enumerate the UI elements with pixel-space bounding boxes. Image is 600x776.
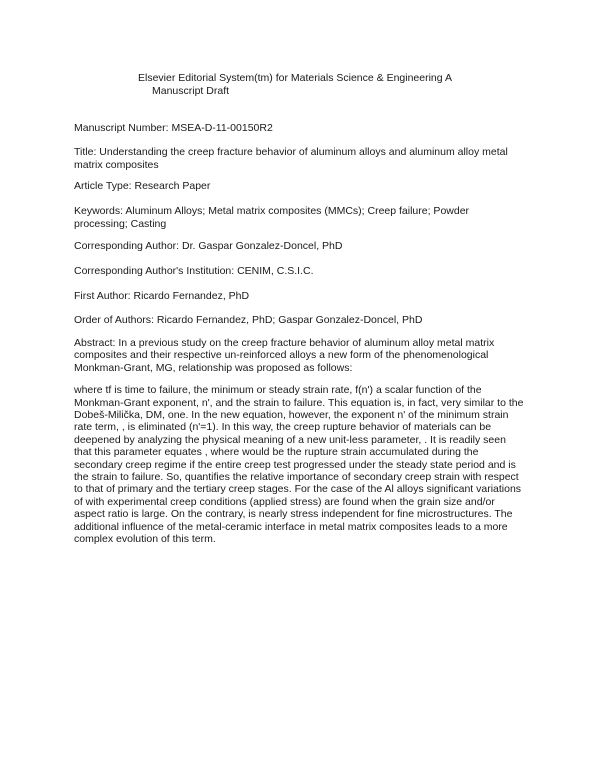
draft-label: Manuscript Draft bbox=[152, 85, 230, 97]
corresponding-author: Corresponding Author: Dr. Gaspar Gonzalez-Doncel, PhD bbox=[74, 240, 343, 252]
journal-system-line: Elsevier Editorial System(tm) for Materials Science & Engineering A bbox=[138, 72, 452, 84]
document-header bbox=[138, 72, 452, 98]
corresponding-institution: Corresponding Author's Institution: CENIM, C.S.I.C. bbox=[74, 265, 314, 277]
abstract-paragraph-2: where tf is time to failure, the minimum or steady strain rate, f(n') a scalar function of the Monkman-Grant exponent, n', and the strain to failure. This equation is, in fact, very similar to the Dobeš-Milička, DM, one. In the new equation, however, the exponent n' of the minimum strain rate term, , is eliminated (n'=1). In this way, the creep rupture behavior of materials can be deepened by analyzing the physical meaning of a new unit-less parameter, . It is readily seen that this parameter equates , where would be the rupture strain accumulated during the secondary creep regime if the entire creep test progressed under the steady state period and is the strain to failure. So, quantifies the relative importance of secondary creep strain with respect to that of primary and the tertiary creep stages. For the case of the Al alloys significant variations of with experimental creep conditions (applied stress) are found when the grain size and/or aspect ratio is large. On the contrary, is nearly stress independent for fine microstructures. The additional influence of the metal-ceramic interface in metal matrix composites leads to a more complex evolution of this term. bbox=[74, 384, 524, 546]
first-author: First Author: Ricardo Fernandez, PhD bbox=[74, 290, 250, 302]
order-of-authors: Order of Authors: Ricardo Fernandez, PhD; Gaspar Gonzalez-Doncel, PhD bbox=[74, 314, 423, 326]
keywords: Keywords: Aluminum Alloys; Metal matrix composites (MMCs); Creep failure; Powder processing; Casting bbox=[74, 205, 470, 230]
abstract bbox=[74, 337, 526, 556]
article-type: Article Type: Research Paper bbox=[74, 180, 211, 192]
article-title: Title: Understanding the creep fracture behavior of aluminum alloys and aluminum alloy metal matrix composites bbox=[74, 146, 508, 171]
manuscript-number: Manuscript Number: MSEA-D-11-00150R2 bbox=[74, 122, 273, 134]
abstract-paragraph-1: Abstract: In a previous study on the creep fracture behavior of aluminum alloy metal matrix composites and their respective un-reinforced alloys a new form of the phenomenological Monkman-Grant, MG, relationship was proposed as follows: bbox=[74, 337, 495, 374]
